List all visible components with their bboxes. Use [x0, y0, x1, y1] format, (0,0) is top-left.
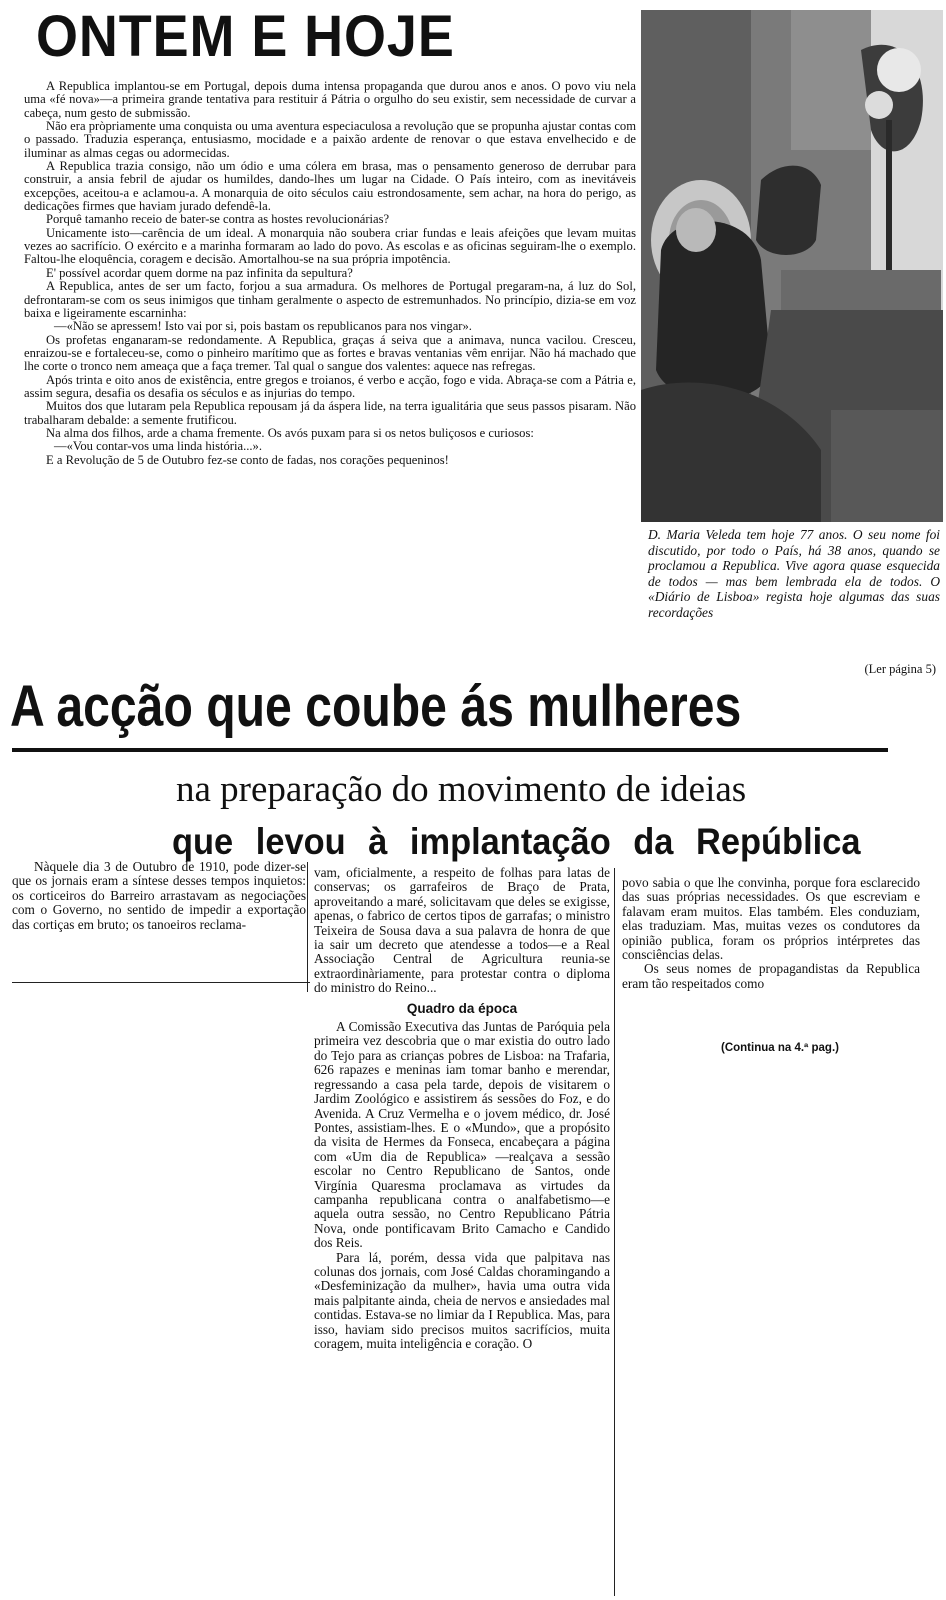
lead-article — [24, 80, 636, 670]
lead-paragraph: Muitos dos que lutaram pela Republica repousam já da áspera lide, na terra igualitária que seus passos pisaram. Não trabalharam debalde: a semente frutificou. — [24, 399, 636, 427]
article-column-2 — [314, 866, 610, 1592]
subheadline-2: que levou à implantação da República — [172, 821, 861, 862]
lead-paragraph: Não era pròpriamente uma conquista ou uma aventura especiaculosa a revolução que se propunha ajustar contas com o passado. Traduzia esperança, entusiasmo, mocidade e a paixão ardente de renovar o que estava envelhecido e de iluminar as almas cegas ou adormecidas. — [24, 119, 636, 160]
article-paragraph: Para lá, porém, dessa vida que palpitava nas colunas dos jornais, com José Caldas choramingando a «Desfeminização da mulher», havia uma outra vida mais palpitante ainda, cheia de nervos e ansiedades mal contidas. Estava-se no limiar da I Republica. Mas, para isso, haviam sido precisos muitos sacrifícios, muita coragem, muita inteligência e coração. O — [314, 1249, 610, 1351]
column-divider — [614, 868, 615, 1596]
lead-paragraph: Unicamente isto—carência de um ideal. A monarquia não soubera criar fundas e leais afeições que levam muitas vezes ao sacrifício. O exército e a marinha formaram ao lado do povo. As escolas e as oficinas seguiram-lhe o exemplo. Faltou-lhe eloquência, coragem e decisão. Amortalhou-se na sua própria impotência. — [24, 225, 636, 267]
lead-paragraph: A Republica trazia consigo, não um ódio e uma cólera em brasa, mas o pensamento generoso de derrubar para construir, a ansia febril de ajudar os humildes, dando-lhes um lugar na Cidade. O País inteiro, com as inevitáveis excepções, aceitou-a e aclamou-a. A monarquia de oito séculos caiu estrondosamente, sem achar, na hora do perigo, as dedicações firmes que haviam jurado defendê-la. — [24, 159, 636, 214]
lead-quote: —«Vou contar-vos uma linda história...». — [54, 439, 262, 454]
portrait-photo-image — [641, 10, 943, 522]
article-column-3 — [622, 876, 920, 1036]
headline-rule — [12, 748, 888, 752]
column-divider — [307, 862, 308, 992]
article-paragraph: Os seus nomes de propagandistas da Republica eram tão respeitados como — [622, 961, 920, 991]
lead-paragraph: Na alma dos filhos, arde a chama fremente. Os avós puxam para si os netos buliçosos e curiosos: — [46, 425, 534, 440]
article-paragraph: povo sabia o que lhe convinha, porque fora esclarecido das suas próprias necessidades. Os que escreviam e falavam eram muitos. Elas também. Eles conduziam, elas traduziam. Mas, muitas vezes os condutores da opinião publica, foram os próprios intérpretes das consciências delas. — [622, 876, 920, 963]
continued-note[interactable]: (Continua na 4.ª pag.) — [721, 1042, 839, 1054]
article-paragraph: A Comissão Executiva das Juntas de Paróquia pela primeira vez descobria que o mar existia do outro lado do Tejo para as crianças pobres de Lisboa: na Trafaria, 626 rapazes e meninas iam tomar banho e merendar, regressando a casa pela tarde, depois de visitarem o Jardim Zoológico e assistirem ás sessões do Foz, e do Avenida. A Cruz Vermelha e o jovem médico, dr. José Pontes, assistiam-lhes. E o «Mundo», que a propósito da visita de Hermes da Fonseca, encabeçara a página com «Um dia de Republica» —realçava a sessão escolar no Centro Republicano de Santos, onde Virgínia Quaresma proclamava as virtudes da campanha republicana contra o analfabetismo—e aquela outra sessão, no Centro Republicano Pátria Nova, onde pontificavam Brito Camacho e Candido dos Reis. — [314, 1019, 610, 1251]
lead-paragraph: A Republica, antes de ser um facto, forjou a sua armadura. Os melhores de Portugal pregaram-na, á luz do Sol, defrontaram-se com os seus inimigos que tinham geralmente o aspecto de estremunhados. No princípio, dizia-se em voz baixa e ligeiramente escarninha: — [24, 279, 636, 320]
section-subhead: Quadro da época — [406, 1000, 518, 1016]
page-headline: ONTEM E HOJE — [36, 4, 455, 69]
portrait-photo — [641, 10, 943, 522]
article-paragraph: vam, oficialmente, a respeito de folhas para latas de conservas; os garrafeiros de Braço de Prata, aproveitando a maré, solicitavam que deles se exigisse, apenas, o fabrico de certos tipos de garrafas; o ministro Teixeira de Sousa dava a sua palavra de honra de que ia sair um decreto que atendesse a todos—e a Real Associação Central de Agricultura reunia-se extraordinàriamente, para protestar contra o diploma do ministro do Reino... — [314, 866, 610, 996]
lead-paragraph: Os profetas enganaram-se redondamente. A Republica, graças á seiva que a animava, nunca vacilou. Cresceu, enraizou-se e fortaleceu-se, como o pinheiro marítimo que as fortes e bravas ventanias vêm enrijar. Não há machado que lhe corte o tronco nem ameaça que a faça tremer. Tal qual o sangue dos valentes: aquece nas refregas. — [24, 332, 636, 374]
article-paragraph: Nàquele dia 3 de Outubro de 1910, pode dizer-se que os jornais eram a síntese desses tempos inquietos: os corticeiros do Barreiro arrastavam as negociações com o Governo, no sentido de impedir a exportação das cortiças em bruto; os tanoeiros reclama- — [12, 860, 306, 932]
article-column-1 — [12, 860, 306, 980]
lead-paragraph: A Republica implantou-se em Portugal, depois duma intensa propaganda que durou anos e anos. O povo viu nela uma «fé nova»—a primeira grande tentativa para restituir á Pátria o orgulho do seu existir, sem necessidade de curvar a cabeça, num gesto de submissão. — [24, 80, 636, 120]
photo-caption: D. Maria Veleda tem hoje 77 anos. O seu nome foi discutido, por todo o País, há 38 anos, quando se proclamou a Republica. Vive agora quase esquecida de todos — mas bem lembrada ela de todos. O «Diário de Lisboa» regista hoje algumas das suas recordações — [648, 527, 940, 620]
subheadline-1: na preparação do movimento de ideias — [176, 769, 747, 810]
lead-quote: —«Não se apressem! Isto vai por si, pois bastam os republicanos para nos vingar». — [54, 319, 472, 334]
column-end-rule — [12, 982, 310, 983]
lead-paragraph: E' possível acordar quem dorme na paz infinita da sepultura? — [46, 265, 353, 280]
lead-paragraph: E a Revolução de 5 de Outubro fez-se conto de fadas, nos corações pequeninos! — [46, 452, 449, 467]
lead-paragraph: Após trinta e oito anos de existência, entre gregos e troianos, é verbo e acção, fogo e vida. Abraça-se com a Pátria e, assim segura, desafia os desafia os séculos e as injurias do tempo. — [24, 372, 636, 400]
read-more-link[interactable]: (Ler página 5) — [864, 662, 936, 676]
main-headline: A acção que coube ás mulheres — [10, 674, 742, 739]
lead-paragraph: Porquê tamanho receio de bater-se contra as hostes revolucionárias? — [46, 212, 390, 227]
